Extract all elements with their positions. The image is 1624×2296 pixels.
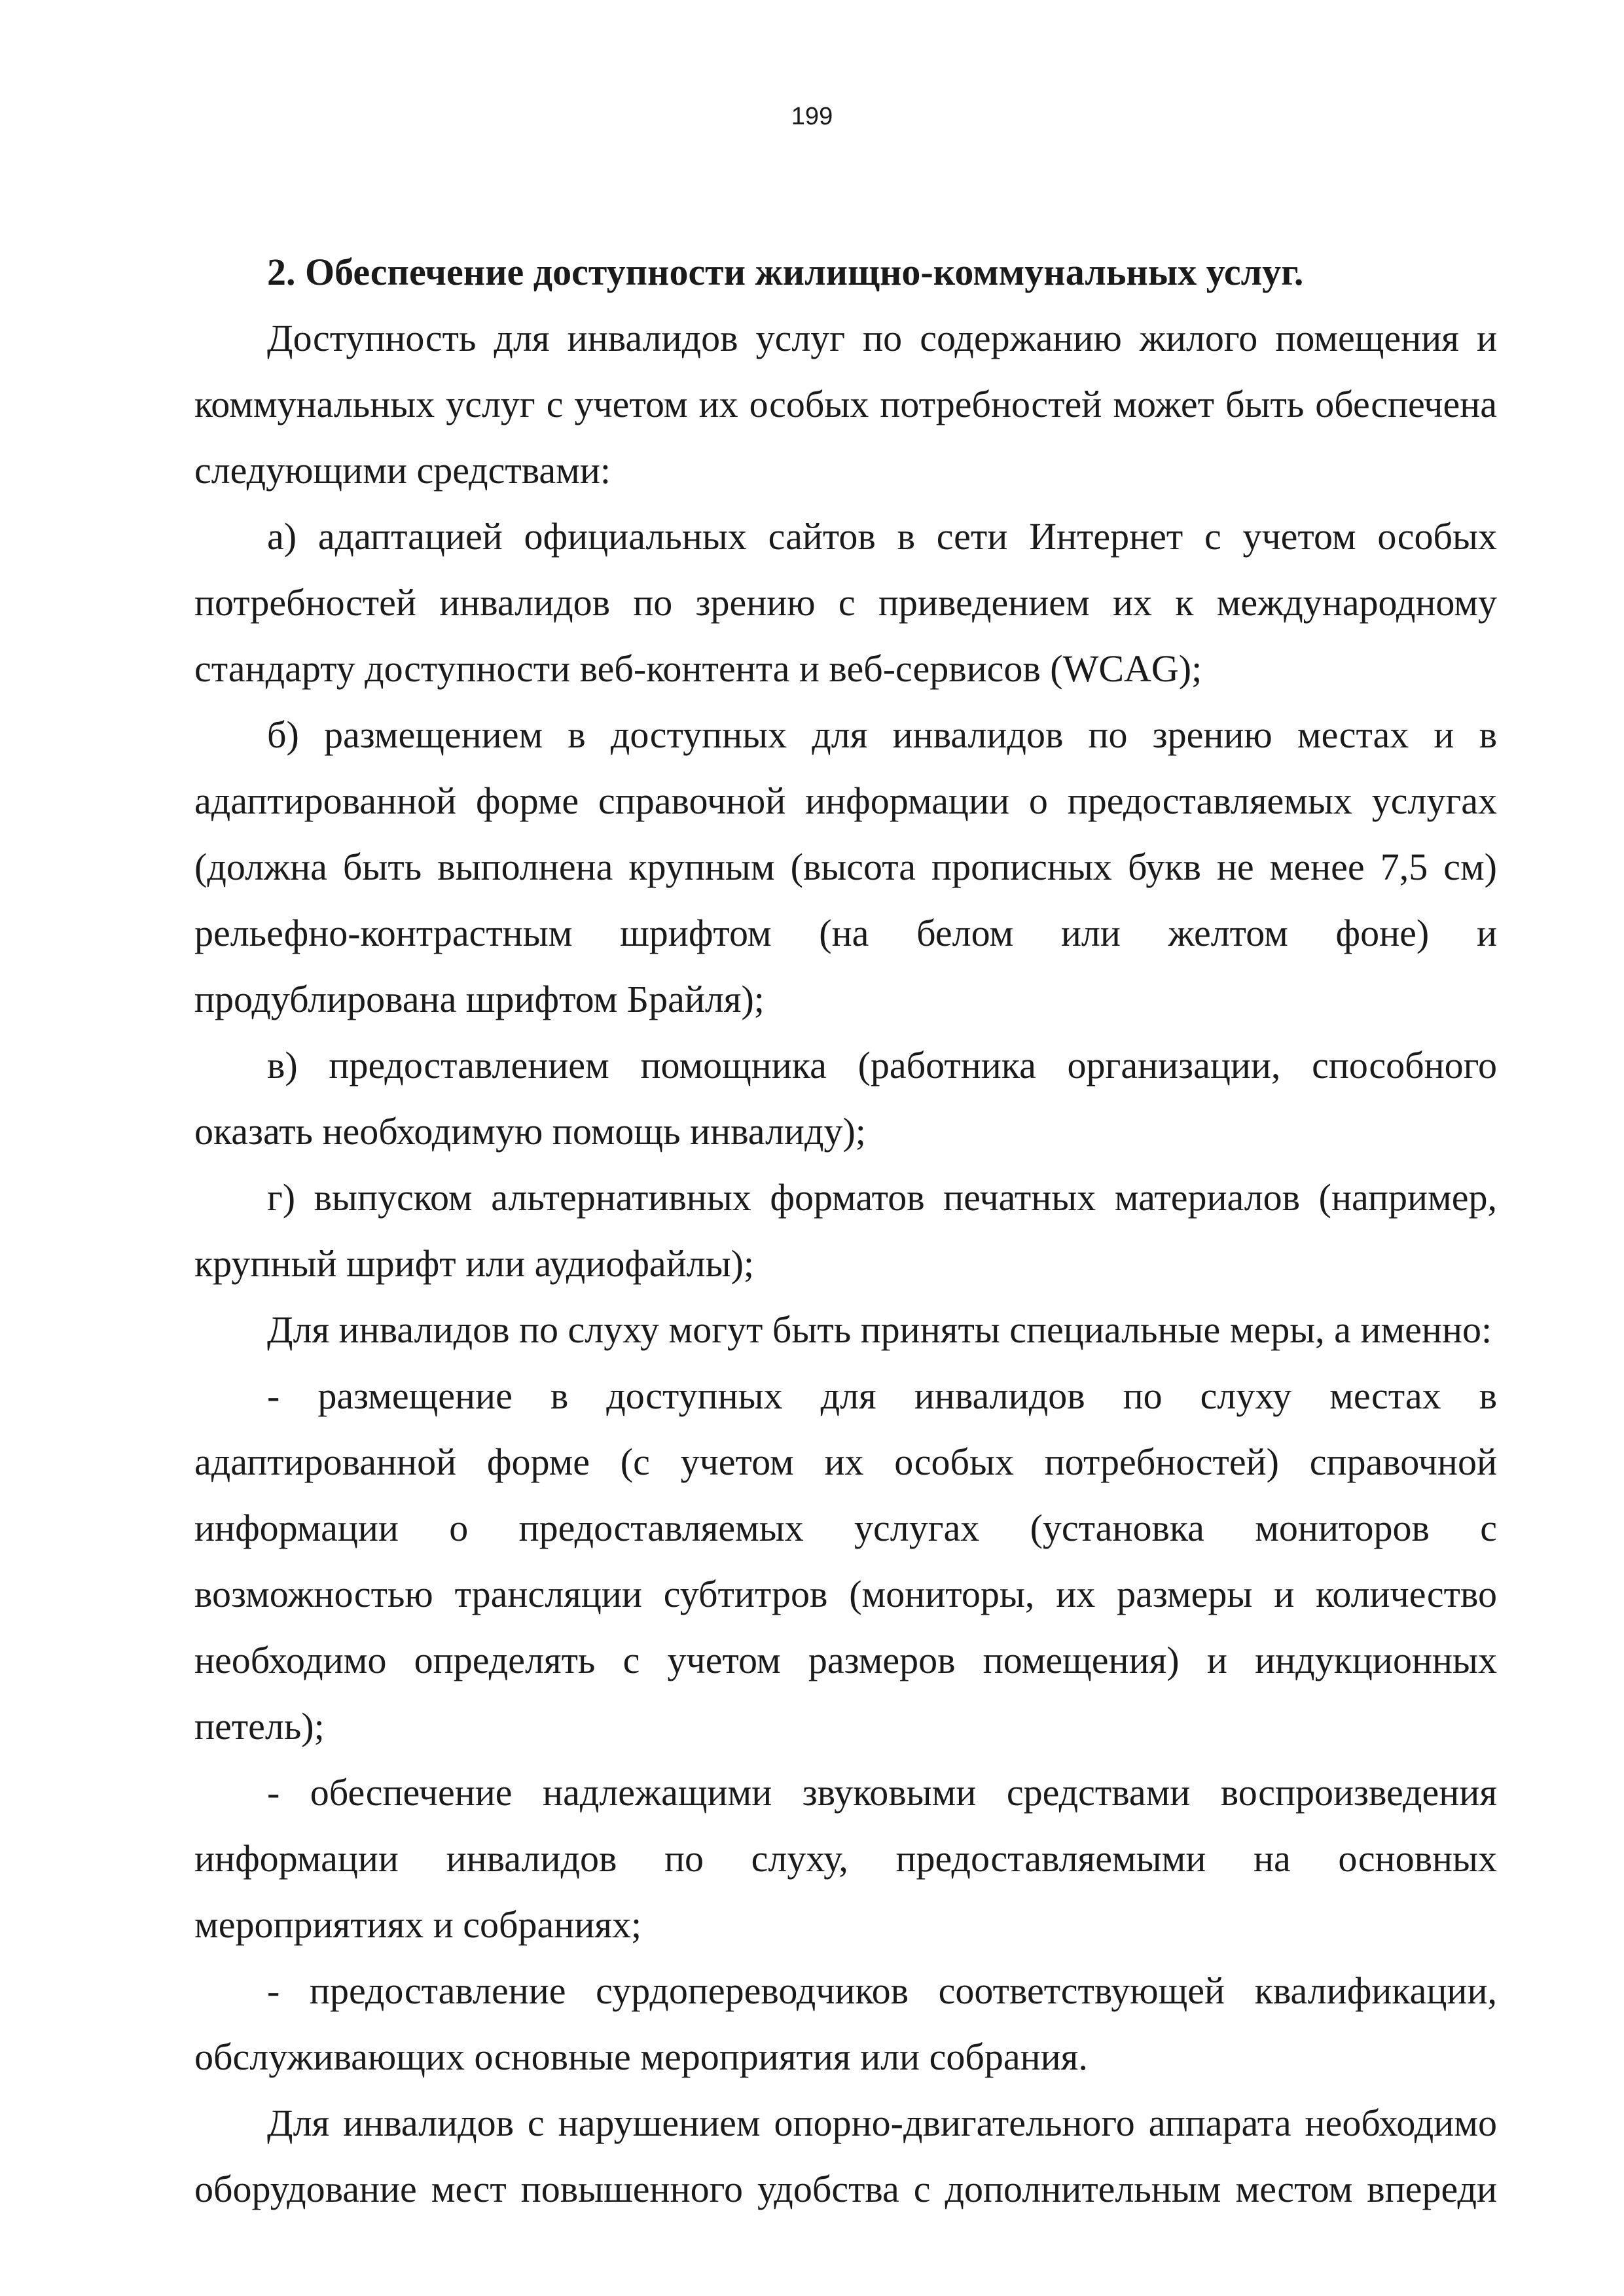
- paragraph-item-g: г) выпуском альтернативных форматов печатных материалов (например, крупный шрифт или аудиофайлы);: [194, 1176, 1497, 1285]
- section-heading: 2. Обеспечение доступности жилищно-коммунальных услуг.: [267, 251, 1304, 293]
- paragraph-item-b: б) размещением в доступных для инвалидов по зрению местах и в адаптированной форме справочной информации о предоставляемых услугах (должна быть выполнена крупным (высота прописных букв не менее 7,5 см) рельефно-контрастным шрифтом (на белом или желтом фоне) и продублирована шрифтом Брайля);: [194, 713, 1497, 1020]
- paragraph-hearing-item-3: - предоставление сурдопереводчиков соответствующей квалификации, обслуживающих основные мероприятия или собрания.: [194, 1969, 1497, 2078]
- paragraph-hearing-intro: Для инвалидов по слуху могут быть приняты специальные меры, а именно:: [267, 1308, 1492, 1351]
- paragraph-item-a: а) адаптацией официальных сайтов в сети Интернет с учетом особых потребностей инвалидов по зрению с приведением их к международному стандарту доступности веб-контента и веб-сервисов (WCAG);: [194, 515, 1497, 690]
- paragraph-hearing-item-1: - размещение в доступных для инвалидов по слуху местах в адаптированной форме (с учетом их особых потребностей) справочной информации о предоставляемых услугах (установка мониторов с возможностью трансляции субтитров (мониторы, их размеры и количество необходимо определять с учетом размеров помещения) и индукционных петель);: [194, 1374, 1497, 1748]
- paragraph-mobility: Для инвалидов с нарушением опорно-двигательного аппарата необходимо оборудование мест повышенного удобства с дополнительным местом впереди: [194, 2102, 1497, 2210]
- page-number: 199: [791, 103, 833, 130]
- paragraph-intro: Доступность для инвалидов услуг по содержанию жилого помещения и коммунальных услуг с учетом их особых потребностей может быть обеспечена следующими средствами:: [194, 317, 1497, 492]
- document-body: [194, 239, 1497, 2222]
- paragraph-item-v: в) предоставлением помощника (работника организации, способного оказать необходимую помощь инвалиду);: [194, 1044, 1497, 1153]
- paragraph-hearing-item-2: - обеспечение надлежащими звуковыми средствами воспроизведения информации инвалидов по слуху, предоставляемыми на основных мероприятиях и собраниях;: [194, 1771, 1497, 1946]
